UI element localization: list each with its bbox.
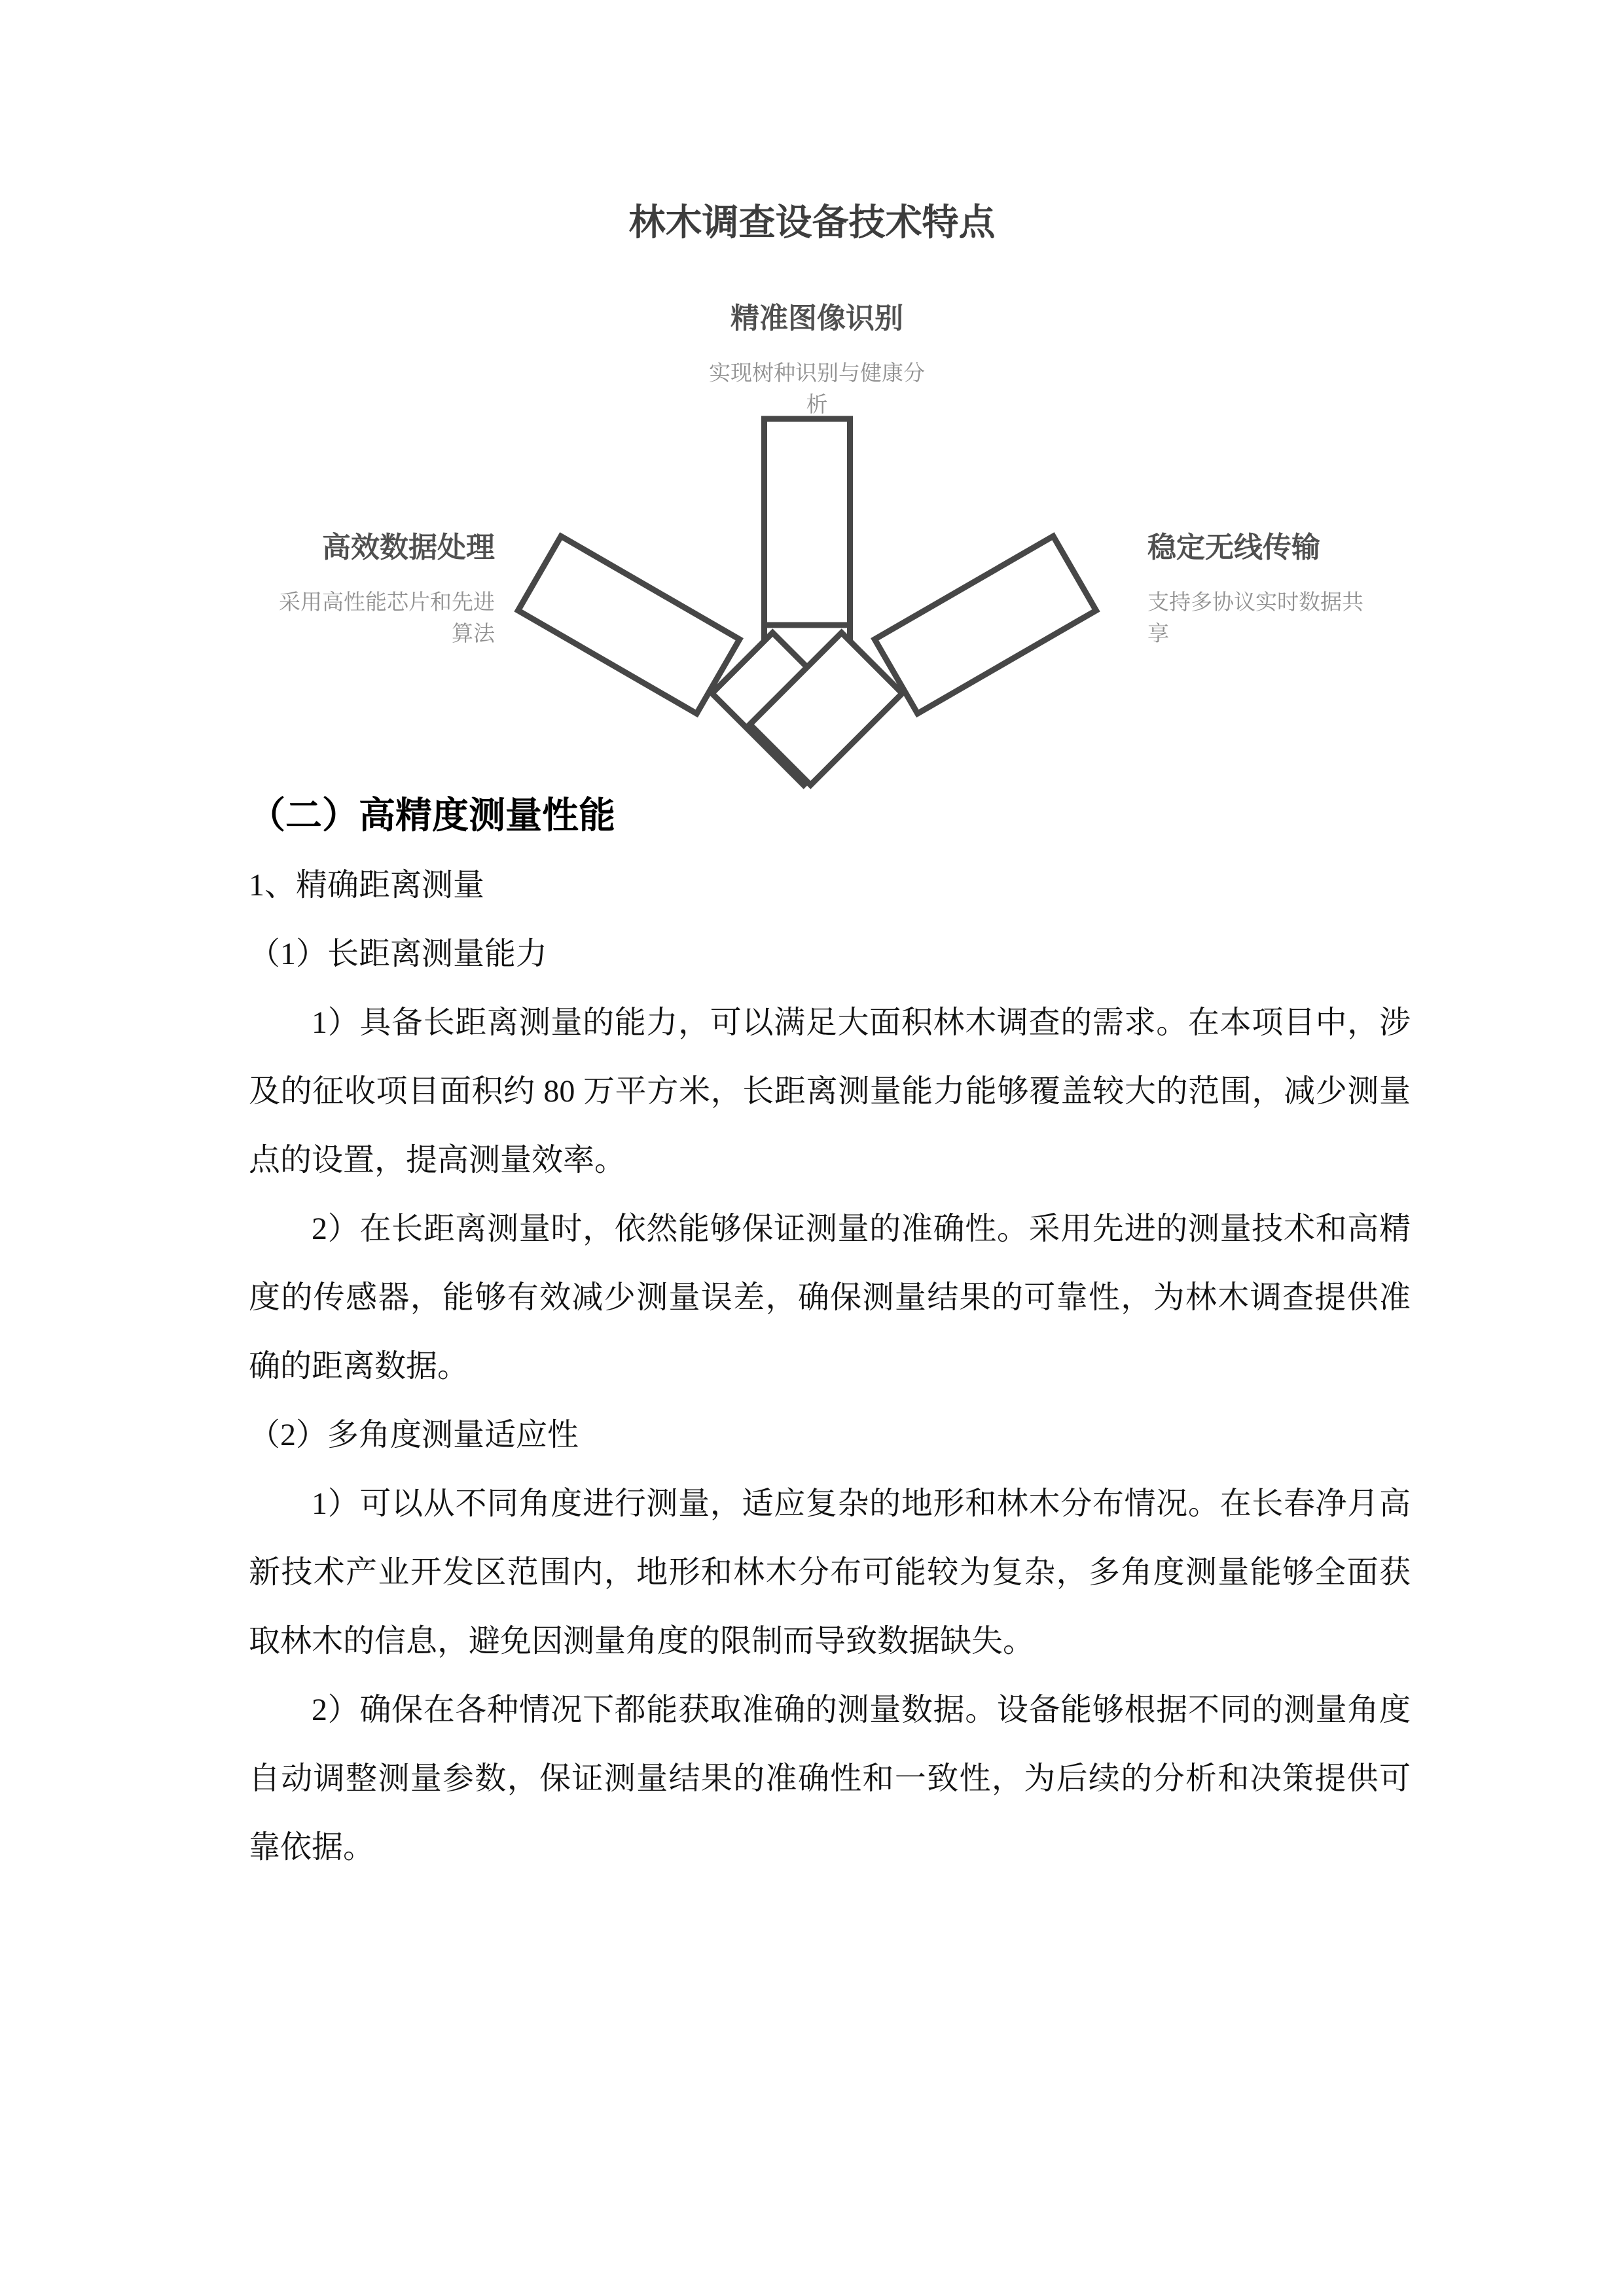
- feature-title: 高效数据处理: [322, 531, 495, 564]
- feature-description: 实现树种识别与健康分析: [709, 361, 925, 417]
- sub-heading-1-1: （1）长距离测量能力: [249, 937, 548, 971]
- document-body: [249, 782, 1411, 1882]
- fan-diagram-graphic: [0, 0, 1624, 851]
- feature-image-recognition: [673, 302, 961, 421]
- feature-title: 精准图像识别: [731, 302, 903, 334]
- paragraph: 1）具备长距离测量的能力，可以满足大面积林木调查的需求。在本项目中，涉及的征收项目面积约 80 万平方米，长距离测量能力能够覆盖较大的范围，减少测量点的设置，提高测量效率。: [249, 1005, 1411, 1177]
- feature-description: 支持多协议实时数据共享: [1147, 590, 1363, 646]
- blade-left: [518, 536, 739, 713]
- feature-data-processing: [89, 531, 495, 650]
- blade-right: [875, 536, 1096, 713]
- sub-heading-1: 1、精确距离测量: [249, 868, 485, 903]
- feature-description: 采用高性能芯片和先进算法: [279, 590, 495, 646]
- blade-center-body: [765, 419, 850, 625]
- feature-title: 稳定无线传输: [1147, 531, 1320, 564]
- page-title: 林木调查设备技术特点: [628, 203, 996, 243]
- blade-left-body: [518, 536, 739, 713]
- blade-right-body: [875, 536, 1096, 713]
- paragraph: 2）确保在各种情况下都能获取准确的测量数据。设备能够根据不同的测量角度自动调整测量参数，保证测量结果的准确性和一致性，为后续的分析和决策提供可靠依据。: [249, 1693, 1411, 1865]
- section-heading: （二）高精度测量性能: [249, 796, 615, 836]
- feature-diagram: [0, 0, 1624, 851]
- feature-wireless-transmission: [1147, 531, 1553, 650]
- paragraph: 2）在长距离测量时，依然能够保证测量的准确性。采用先进的测量技术和高精度的传感器，能够有效减少测量误差，确保测量结果的可靠性，为林木调查提供准确的距离数据。: [249, 1211, 1411, 1384]
- paragraph: 1）可以从不同角度进行测量，适应复杂的地形和林木分布情况。在长春净月高新技术产业开发区范围内，地形和林木分布可能较为复杂，多角度测量能够全面获取林木的信息，避免因测量角度的限制而导致数据缺失。: [249, 1486, 1411, 1659]
- diagram-shapes: [518, 419, 1096, 785]
- sub-heading-1-2: （2）多角度测量适应性: [249, 1418, 579, 1452]
